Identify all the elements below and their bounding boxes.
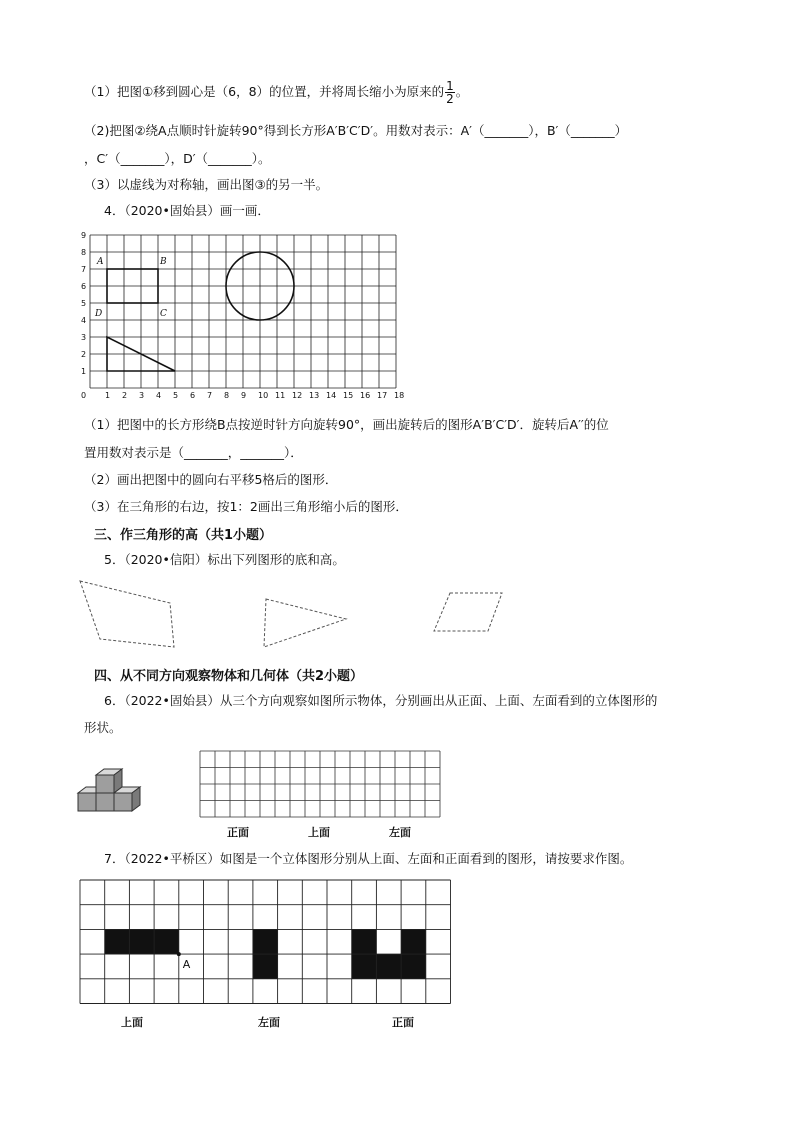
x-tick-label: 14 bbox=[326, 391, 337, 400]
x-tick-label: 17 bbox=[377, 391, 388, 400]
q4-title: 4．（2020•固始县）画一画． bbox=[104, 203, 270, 218]
q6-label-front: 正面 bbox=[227, 826, 249, 839]
section-title-3: 三、作三角形的高（共1小题） bbox=[94, 528, 273, 543]
y-tick-label: 6 bbox=[81, 282, 87, 291]
filled-cell bbox=[401, 954, 426, 979]
q7-view-grid bbox=[80, 880, 452, 1010]
x-tick-label: 11 bbox=[275, 391, 286, 400]
filled-cell bbox=[352, 954, 377, 979]
y-tick-label: 7 bbox=[81, 265, 87, 274]
y-tick-label: 4 bbox=[81, 316, 87, 325]
vertex-label: B bbox=[160, 257, 167, 267]
x-tick-label: 15 bbox=[343, 391, 354, 400]
filled-cell bbox=[129, 929, 154, 954]
q4-part2: （2）画出把图中的圆向右平移5格后的图形． bbox=[84, 472, 338, 487]
q7-label-left: 左面 bbox=[258, 1016, 280, 1029]
q4-part3: （3）在三角形的右边，按1：2画出三角形缩小后的图形． bbox=[84, 499, 408, 514]
y-tick-label: 5 bbox=[81, 299, 87, 308]
x-tick-label: 18 bbox=[394, 391, 405, 400]
x-tick-label: 5 bbox=[173, 391, 179, 400]
vertex-label: D bbox=[95, 309, 103, 319]
fraction-denominator: 2 bbox=[446, 92, 454, 106]
y-tick-label: 2 bbox=[81, 350, 87, 359]
q4-part1-line2: 置用数对表示是（_______，_______）． bbox=[84, 445, 303, 460]
x-tick-label: 2 bbox=[122, 391, 128, 400]
x-tick-label: 9 bbox=[241, 391, 247, 400]
q6-label-top: 上面 bbox=[308, 826, 330, 839]
filled-cell bbox=[253, 929, 278, 954]
q3-part1 bbox=[84, 80, 468, 105]
y-tick-label: 3 bbox=[81, 333, 87, 342]
x-tick-label: 10 bbox=[258, 391, 269, 400]
q6-label-left: 左面 bbox=[389, 826, 411, 839]
cube-stack-figure bbox=[74, 765, 154, 825]
point-a-label: A bbox=[182, 958, 191, 972]
q7-label-front: 正面 bbox=[392, 1016, 414, 1029]
q3-part1-end: 。 bbox=[455, 84, 469, 99]
coordinate-grid bbox=[70, 228, 405, 408]
x-tick-label: 3 bbox=[139, 391, 145, 400]
x-tick-label: 7 bbox=[207, 391, 213, 400]
fraction bbox=[445, 80, 455, 105]
filled-cell bbox=[401, 929, 426, 954]
fraction-numerator: 1 bbox=[446, 79, 454, 93]
q5-triangle-2 bbox=[264, 599, 346, 647]
y-tick-label: 9 bbox=[81, 231, 87, 240]
x-tick-label: 8 bbox=[224, 391, 230, 400]
q6-answer-grid bbox=[200, 751, 444, 819]
point-a bbox=[177, 952, 181, 956]
q5-triangle-1 bbox=[80, 581, 174, 647]
filled-cell bbox=[352, 929, 377, 954]
x-tick-label: 6 bbox=[190, 391, 196, 400]
x-tick-label: 4 bbox=[156, 391, 162, 400]
q3-part1-text: （1）把图①移到圆心是（6，8）的位置，并将周长缩小为原来的 bbox=[84, 84, 445, 99]
q4-part1-line1: （1）把图中的长方形绕B点按逆时针方向旋转90°，画出旋转后的图形A′B′C′D′．旋转后A′′的位 bbox=[84, 417, 609, 432]
q3-part3: （3）以虚线为对称轴，画出图③的另一半。 bbox=[84, 177, 329, 192]
filled-cell bbox=[376, 954, 401, 979]
y-tick-label: 8 bbox=[81, 248, 87, 257]
q7-label-top: 上面 bbox=[121, 1016, 143, 1029]
section-title-4: 四、从不同方向观察物体和几何体（共2小题） bbox=[94, 669, 364, 684]
q5-title: 5．（2020•信阳）标出下列图形的底和高。 bbox=[104, 552, 345, 567]
x-tick-label: 0 bbox=[81, 391, 87, 400]
q6-line1: 6．（2022•固始县）从三个方向观察如图所示物体，分别画出从正面、上面、左面看到的立体图形的 bbox=[104, 693, 658, 708]
vertex-label: C bbox=[160, 309, 167, 319]
filled-cell bbox=[253, 954, 278, 979]
q7-title: 7．（2022•平桥区）如图是一个立体图形分别从上面、左面和正面看到的图形，请按要求作图。 bbox=[104, 851, 633, 866]
x-tick-label: 12 bbox=[292, 391, 303, 400]
vertex-label: A bbox=[97, 257, 104, 267]
q3-part2-line2: ，C′（_______），D′（_______）。 bbox=[84, 151, 271, 166]
x-tick-label: 13 bbox=[309, 391, 320, 400]
y-tick-label: 1 bbox=[81, 367, 87, 376]
q3-part2-line1: （2)把图②绕A点顺时针旋转90°得到长方形A′B′C′D′。用数对表示：A′（_______），B′（_______） bbox=[84, 123, 628, 138]
filled-cell bbox=[154, 929, 179, 954]
q5-parallelogram bbox=[434, 593, 502, 631]
x-tick-label: 1 bbox=[105, 391, 111, 400]
q6-line2: 形状。 bbox=[84, 720, 122, 735]
q5-figures bbox=[70, 575, 530, 655]
filled-cell bbox=[105, 929, 130, 954]
x-tick-label: 16 bbox=[360, 391, 371, 400]
